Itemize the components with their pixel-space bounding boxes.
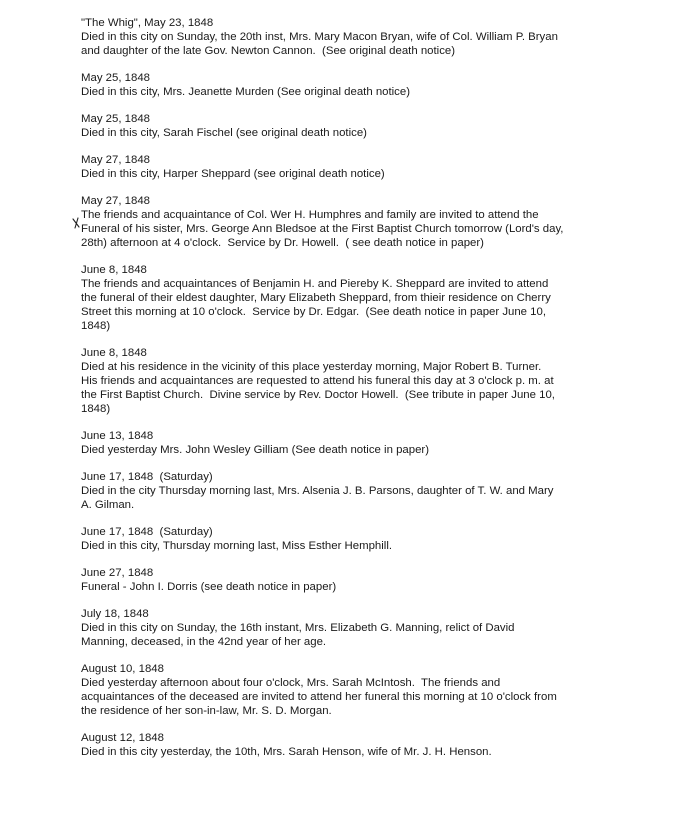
entry-text: The friends and acquaintance of Col. Wer H. Humphres and family are invited to attend the Funeral of his sister, Mrs. George Ann Bledsoe at the First Baptist Church tomorrow (Lord's day, 28th) afternoon at 4 o'clock. Service by Dr. Howell. ( see death notice in paper) [81,209,564,249]
entry-text: Died yesterday Mrs. John Wesley Gilliam (See death notice in paper) [81,444,429,456]
entry-text: Died in this city on Sunday, the 20th inst, Mrs. Mary Macon Bryan, wife of Col. William P. Bryan and daughter of the late Gov. Newton Cannon. (See original death notice) [81,31,558,57]
entry-date: June 17, 1848 (Saturday) [81,526,213,538]
entry-10 [81,525,617,553]
entry-date: August 10, 1848 [81,663,164,675]
entry-date: August 12, 1848 [81,732,164,744]
entry-date: May 25, 1848 [81,72,151,84]
entry-1 [81,16,617,58]
entry-date: June 8, 1848 [81,264,147,276]
entry-7 [81,346,617,416]
entry-14 [81,731,617,759]
entry-text: Died at his residence in the vicinity of this place yesterday morning, Major Robert B. Turner. His friends and acquaintances are requested to attend his funeral this day at 3 o'clock p. m. at the First Baptist Church. Divine service by Rev. Doctor Howell. (See tribute in paper June 10, 1848) [81,361,555,415]
entry-text: Died in this city yesterday, the 10th, Mrs. Sarah Henson, wife of Mr. J. H. Henson. [81,746,492,758]
entry-text: Funeral - John I. Dorris (see death notice in paper) [81,581,337,593]
entry-text: Died in this city on Sunday, the 16th instant, Mrs. Elizabeth G. Manning, relict of David Manning, deceased, in the 42nd year of her age. [81,622,515,648]
entry-3 [81,112,617,140]
entry-text: Died in this city, Mrs. Jeanette Murden (See original death notice) [81,86,411,98]
entry-date: June 17, 1848 (Saturday) [81,471,213,483]
entry-5 [81,194,617,250]
entry-9 [81,470,617,512]
entry-date: June 13, 1848 [81,430,154,442]
entry-text: Died in this city, Sarah Fischel (see original death notice) [81,127,367,139]
entry-text: Died in this city, Harper Sheppard (see original death notice) [81,168,385,180]
handwritten-mark-icon [72,217,84,229]
entry-date: May 27, 1848 [81,154,151,166]
entry-2 [81,71,617,99]
entry-8 [81,429,617,457]
entry-6 [81,263,617,333]
entry-date: May 25, 1848 [81,113,151,125]
entry-date: July 18, 1848 [81,608,149,620]
entry-13 [81,662,617,718]
document-body [81,16,617,772]
entry-text: Died yesterday afternoon about four o'clock, Mrs. Sarah McIntosh. The friends and acquaintances of the deceased are invited to attend her funeral this morning at 10 o'clock from the residence of her son-in-law, Mr. S. D. Morgan. [81,677,557,717]
entry-4 [81,153,617,181]
entry-12 [81,607,617,649]
entry-date: May 27, 1848 [81,195,151,207]
entry-date: June 27, 1848 [81,567,154,579]
entry-date: "The Whig", May 23, 1848 [81,17,214,29]
entry-11 [81,566,617,594]
entry-text: The friends and acquaintances of Benjamin H. and Piereby K. Sheppard are invited to attend the funeral of their eldest daughter, Mary Elizabeth Sheppard, from thieir residence on Cherry Street this morning at 10 o'clock. Service by Dr. Edgar. (See death notice in paper June 10, 1848) [81,278,551,332]
entry-text: Died in the city Thursday morning last, Mrs. Alsenia J. B. Parsons, daughter of T. W. and Mary A. Gilman. [81,485,554,511]
entry-date: June 8, 1848 [81,347,147,359]
entry-text: Died in this city, Thursday morning last, Miss Esther Hemphill. [81,540,393,552]
